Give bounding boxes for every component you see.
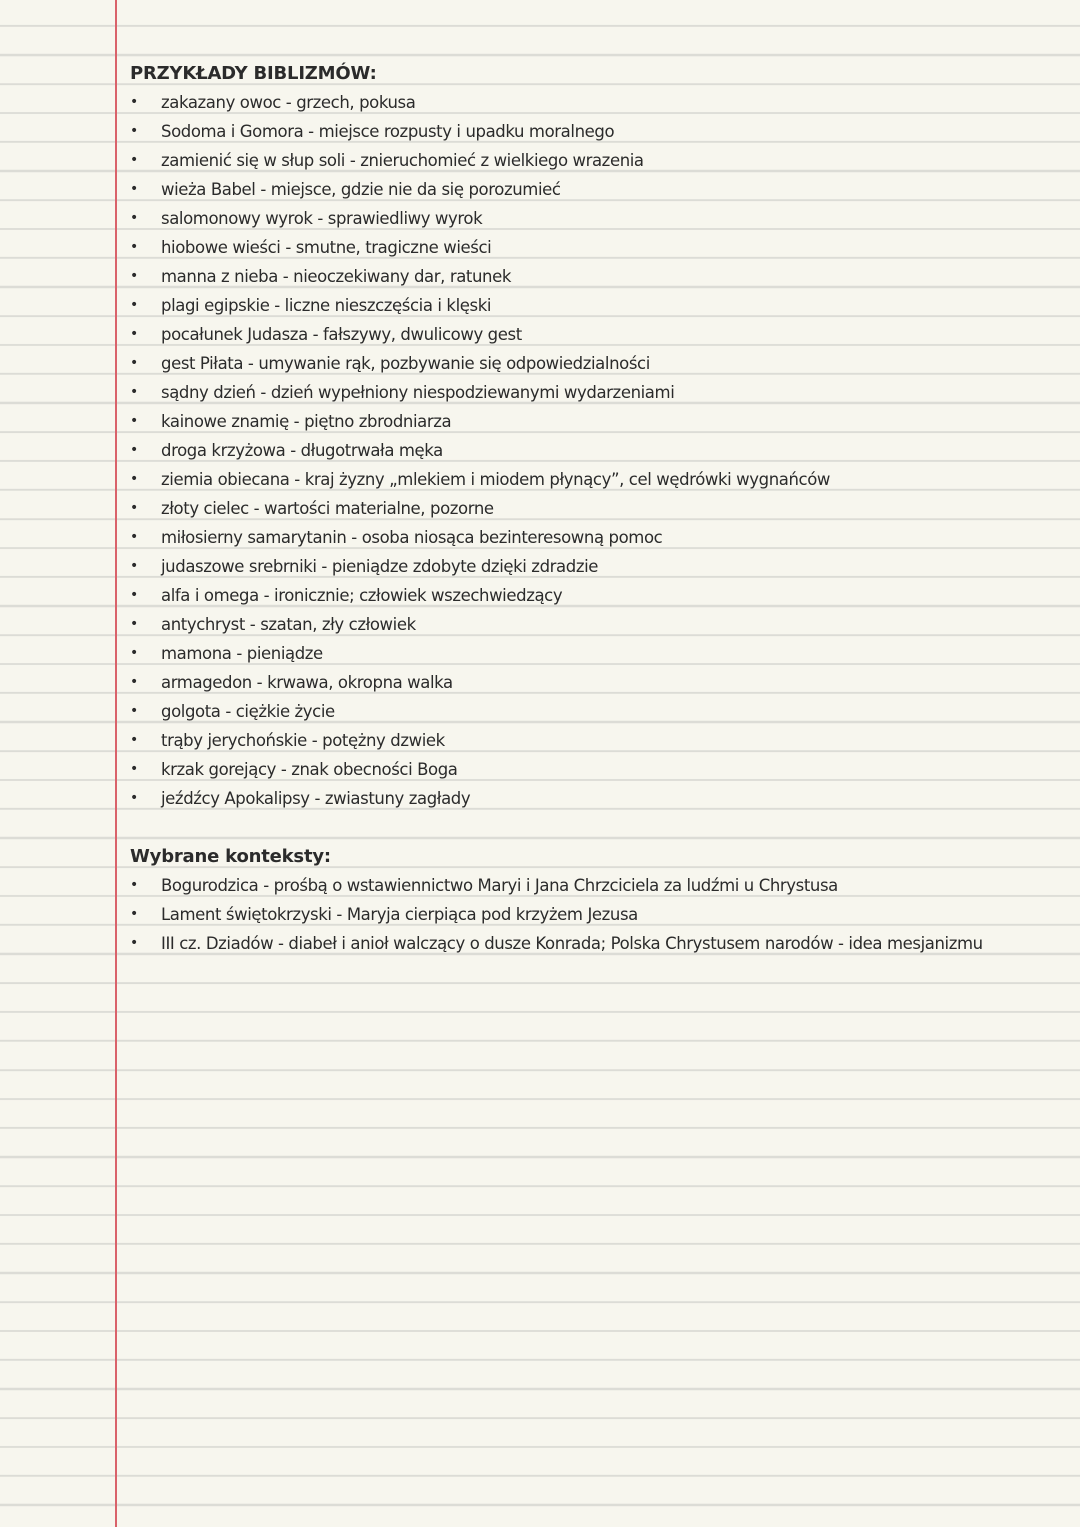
bullet-icon: • bbox=[130, 239, 138, 255]
list-item bbox=[130, 929, 1050, 958]
biblical-examples-list bbox=[130, 88, 1050, 813]
bullet-icon: • bbox=[130, 355, 138, 371]
list-item-text: antychryst - szatan, zły człowiek bbox=[161, 615, 416, 634]
bullet-icon: • bbox=[130, 297, 138, 313]
list-item bbox=[130, 262, 1050, 291]
list-item bbox=[130, 697, 1050, 726]
list-item bbox=[130, 523, 1050, 552]
list-item-text: mamona - pieniądze bbox=[161, 644, 323, 663]
list-item bbox=[130, 291, 1050, 320]
bullet-icon: • bbox=[130, 442, 138, 458]
list-item bbox=[130, 349, 1050, 378]
list-item bbox=[130, 320, 1050, 349]
section-title: Wybrane konteksty: bbox=[130, 846, 331, 867]
list-item-text: golgota - ciężkie życie bbox=[161, 702, 335, 721]
section-spacer bbox=[130, 813, 1050, 842]
list-item-text: wieża Babel - miejsce, gdzie nie da się porozumieć bbox=[161, 180, 561, 199]
bullet-icon: • bbox=[130, 152, 138, 168]
list-item bbox=[130, 610, 1050, 639]
list-item-text: trąby jerychońskie - potężny dzwiek bbox=[161, 731, 445, 750]
list-item-text: złoty cielec - wartości materialne, pozorne bbox=[161, 499, 494, 518]
list-item-text: jeźdźcy Apokalipsy - zwiastuny zagłady bbox=[161, 789, 471, 808]
bullet-icon: • bbox=[130, 790, 138, 806]
bullet-icon: • bbox=[130, 384, 138, 400]
list-item-text: Bogurodzica - prośbą o wstawiennictwo Maryi i Jana Chrzciciela za ludźmi u Chrystusa bbox=[161, 876, 838, 895]
list-item bbox=[130, 552, 1050, 581]
list-item-text: armagedon - krwawa, okropna walka bbox=[161, 673, 453, 692]
list-item-text: hiobowe wieści - smutne, tragiczne wieści bbox=[161, 238, 492, 257]
list-item-text: krzak gorejący - znak obecności Boga bbox=[161, 760, 458, 779]
list-item-text: droga krzyżowa - długotrwała męka bbox=[161, 441, 443, 460]
list-item-text: III cz. Dziadów - diabeł i anioł walczący o dusze Konrada; Polska Chrystusem narodów - idea mesjanizmu bbox=[161, 934, 983, 953]
selected-contexts-list bbox=[130, 871, 1050, 958]
list-item-text: miłosierny samarytanin - osoba niosąca bezinteresowną pomoc bbox=[161, 528, 663, 547]
bullet-icon: • bbox=[130, 558, 138, 574]
bullet-icon: • bbox=[130, 703, 138, 719]
list-item-text: kainowe znamię - piętno zbrodniarza bbox=[161, 412, 452, 431]
bullet-icon: • bbox=[130, 500, 138, 516]
list-item bbox=[130, 494, 1050, 523]
bullet-icon: • bbox=[130, 674, 138, 690]
list-item bbox=[130, 88, 1050, 117]
list-item-text: manna z nieba - nieoczekiwany dar, ratunek bbox=[161, 267, 512, 286]
biblical-examples-section bbox=[130, 59, 1050, 813]
section-title: PRZYKŁADY BIBLIZMÓW: bbox=[130, 63, 377, 84]
list-item bbox=[130, 581, 1050, 610]
list-item-text: zakazany owoc - grzech, pokusa bbox=[161, 93, 416, 112]
list-item-text: judaszowe srebrniki - pieniądze zdobyte dzięki zdradzie bbox=[161, 557, 599, 576]
list-item-text: zamienić się w słup soli - znieruchomieć z wielkiego wrazenia bbox=[161, 151, 644, 170]
list-item bbox=[130, 784, 1050, 813]
note-page bbox=[130, 59, 1050, 958]
list-item bbox=[130, 407, 1050, 436]
bullet-icon: • bbox=[130, 732, 138, 748]
bullet-icon: • bbox=[130, 761, 138, 777]
list-item bbox=[130, 233, 1050, 262]
bullet-icon: • bbox=[130, 181, 138, 197]
bullet-icon: • bbox=[130, 529, 138, 545]
bullet-icon: • bbox=[130, 326, 138, 342]
list-item bbox=[130, 378, 1050, 407]
list-item-text: plagi egipskie - liczne nieszczęścia i klęski bbox=[161, 296, 492, 315]
bullet-icon: • bbox=[130, 94, 138, 110]
list-item bbox=[130, 117, 1050, 146]
list-item bbox=[130, 175, 1050, 204]
list-item bbox=[130, 204, 1050, 233]
list-item-text: sądny dzień - dzień wypełniony niespodziewanymi wydarzeniami bbox=[161, 383, 675, 402]
selected-contexts-section bbox=[130, 842, 1050, 958]
list-item bbox=[130, 668, 1050, 697]
list-item-text: salomonowy wyrok - sprawiedliwy wyrok bbox=[161, 209, 483, 228]
list-item-text: ziemia obiecana - kraj żyzny „mlekiem i miodem płynący”, cel wędrówki wygnańców bbox=[161, 470, 830, 489]
list-item bbox=[130, 465, 1050, 494]
list-item bbox=[130, 436, 1050, 465]
list-item bbox=[130, 639, 1050, 668]
list-item bbox=[130, 726, 1050, 755]
list-item bbox=[130, 900, 1050, 929]
bullet-icon: • bbox=[130, 935, 138, 951]
bullet-icon: • bbox=[130, 123, 138, 139]
bullet-icon: • bbox=[130, 268, 138, 284]
list-item-text: Lament świętokrzyski - Maryja cierpiąca pod krzyżem Jezusa bbox=[161, 905, 638, 924]
list-item bbox=[130, 146, 1050, 175]
bullet-icon: • bbox=[130, 616, 138, 632]
bullet-icon: • bbox=[130, 877, 138, 893]
bullet-icon: • bbox=[130, 906, 138, 922]
list-item bbox=[130, 755, 1050, 784]
bullet-icon: • bbox=[130, 413, 138, 429]
bullet-icon: • bbox=[130, 471, 138, 487]
list-item-text: pocałunek Judasza - fałszywy, dwulicowy gest bbox=[161, 325, 522, 344]
bullet-icon: • bbox=[130, 587, 138, 603]
list-item-text: gest Piłata - umywanie rąk, pozbywanie się odpowiedzialności bbox=[161, 354, 650, 373]
list-item bbox=[130, 871, 1050, 900]
bullet-icon: • bbox=[130, 210, 138, 226]
list-item-text: Sodoma i Gomora - miejsce rozpusty i upadku moralnego bbox=[161, 122, 615, 141]
list-item-text: alfa i omega - ironicznie; człowiek wszechwiedzący bbox=[161, 586, 563, 605]
bullet-icon: • bbox=[130, 645, 138, 661]
margin-line bbox=[115, 0, 117, 1527]
